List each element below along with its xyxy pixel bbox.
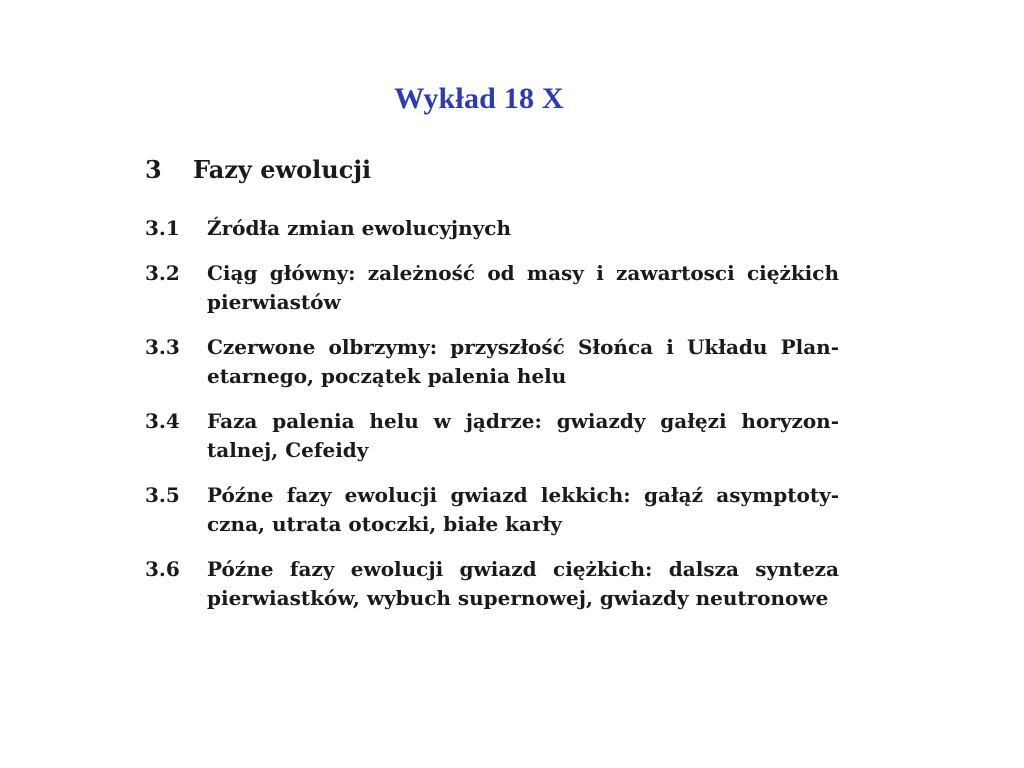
subsection-title-line: etarnego, początek palenia helu bbox=[207, 364, 567, 388]
subsection-number: 3.3 bbox=[145, 335, 180, 359]
subsection-number: 3.6 bbox=[145, 557, 180, 581]
subsection-title-line: Późne fazy ewolucji gwiazd ciężkich: dalsza synteza bbox=[207, 557, 839, 581]
subsection-3-5 bbox=[145, 481, 885, 539]
subsection-title-line: Faza palenia helu w jądrze: gwiazdy gałęzi horyzon- bbox=[207, 409, 839, 433]
section-title: Fazy ewolucji bbox=[193, 155, 372, 184]
subsection-title-line: talnej, Cefeidy bbox=[207, 438, 369, 462]
subsection-title bbox=[207, 481, 867, 539]
subsection-3-2 bbox=[145, 259, 885, 317]
subsection-number: 3.1 bbox=[145, 216, 180, 240]
subsection-title-line: pierwiastków, wybuch supernowej, gwiazdy neutronowe bbox=[207, 586, 829, 610]
subsection-3-1 bbox=[145, 214, 885, 243]
subsection-title bbox=[207, 555, 867, 613]
document-body bbox=[145, 150, 885, 629]
subsection-3-3 bbox=[145, 333, 885, 391]
subsection-title bbox=[207, 259, 867, 317]
subsection-title-line: pierwiastów bbox=[207, 290, 341, 314]
subsection-title-line: Źródła zmian ewolucyjnych bbox=[207, 216, 511, 240]
subsection-title-line: Ciąg główny: zależność od masy i zawartosci ciężkich bbox=[207, 261, 839, 285]
subsection-number: 3.2 bbox=[145, 261, 180, 285]
subsection-title-line: Późne fazy ewolucji gwiazd lekkich: gałąź asymptoty- bbox=[207, 483, 839, 507]
subsection-title bbox=[207, 407, 867, 465]
slide-title: Wykład 18 X bbox=[394, 82, 564, 115]
subsection-title-line: czna, utrata otoczki, białe karły bbox=[207, 512, 562, 536]
subsection-3-4 bbox=[145, 407, 885, 465]
subsection-number: 3.5 bbox=[145, 483, 180, 507]
subsection-3-6 bbox=[145, 555, 885, 613]
subsection-title bbox=[207, 214, 867, 243]
subsection-title bbox=[207, 333, 867, 391]
subsection-number: 3.4 bbox=[145, 409, 180, 433]
section-number: 3 bbox=[145, 155, 162, 184]
section-heading bbox=[145, 150, 885, 190]
subsection-title-line: Czerwone olbrzymy: przyszłość Słońca i Układu Plan- bbox=[207, 335, 839, 359]
